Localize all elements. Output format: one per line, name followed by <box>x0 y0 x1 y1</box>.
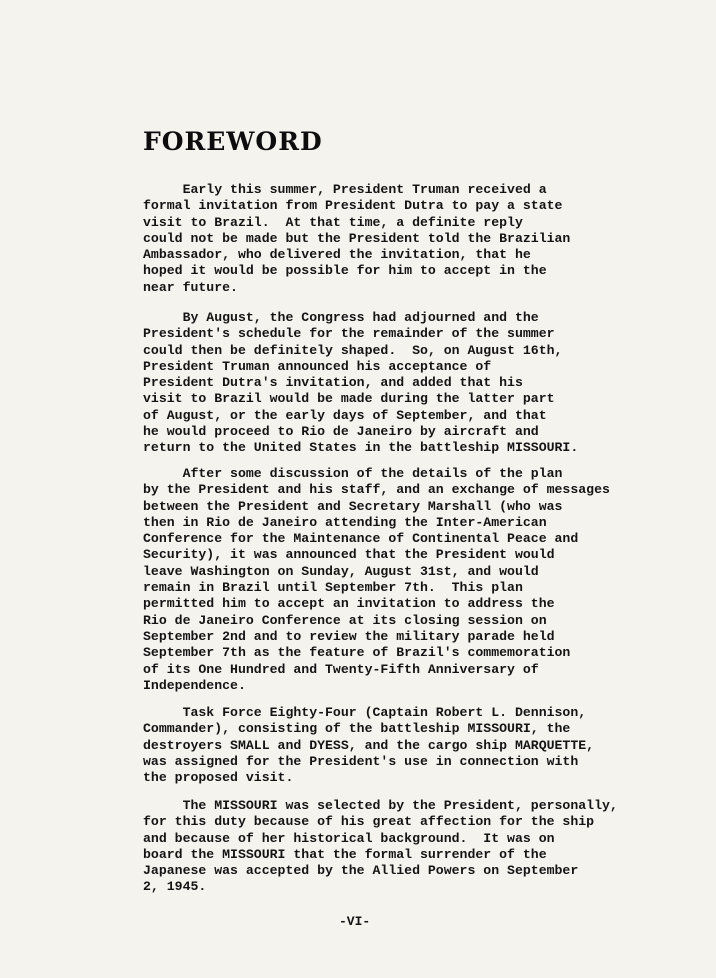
paragraph-3: After some discussion of the details of the plan by the President and his staff, and an exchange of messages between the President and Secretary Marshall (who was then in Rio de Janeiro attending the Inter-American Conference for the Maintenance of Continental Peace and Security), it was announced that the President would leave Washington on Sunday, August 31st, and would remain in Brazil until September 7th. This plan permitted him to accept an invitation to address the Rio de Janeiro Conference at its closing session on September 2nd and to review the military parade held September 7th as the feature of Brazil's commemoration of its One Hundred and Twenty-Fifth Anniversary of Independence. <box>143 466 610 693</box>
paragraph-2: By August, the Congress had adjourned and the President's schedule for the remainder of the summer could then be definitely shaped. So, on August 16th, President Truman announced his acceptance of President Dutra's invitation, and added that his visit to Brazil would be made during the latter part of August, or the early days of September, and that he would proceed to Rio de Janeiro by aircraft and return to the United States in the battleship MISSOURI. <box>143 310 579 456</box>
page-number: -VI- <box>339 914 371 929</box>
paragraph-1: Early this summer, President Truman received a formal invitation from President Dutra to pay a state visit to Brazil. At that time, a definite reply could not be made but the President told the Brazilian Ambassador, who delivered the invitation, that he hoped it would be possible for him to accept in the near future. <box>143 182 571 295</box>
paragraph-4: Task Force Eighty-Four (Captain Robert L. Dennison, Commander), consisting of the battleship MISSOURI, the destroyers SMALL and DYESS, and the cargo ship MARQUETTE, was assigned for the President's use in connection with the proposed visit. <box>143 705 595 786</box>
page-title: FOREWORD <box>143 127 323 156</box>
paragraph-5: The MISSOURI was selected by the President, personally, for this duty because of his great affection for the ship and because of her historical background. It was on board the MISSOURI that the formal surrender of the Japanese was accepted by the Allied Powers on September 2, 1945. <box>143 798 618 895</box>
